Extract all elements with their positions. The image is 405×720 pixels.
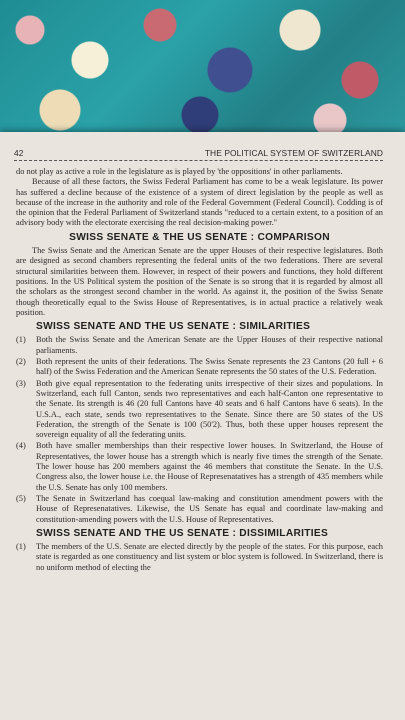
item-number: (2) — [16, 357, 26, 367]
page-header — [14, 145, 383, 161]
section-heading-comparison: SWISS SENATE & THE US SENATE : COMPARISON — [69, 231, 330, 243]
item-text: The members of the U.S. Senate are elected directly by the people of the states. For this purpose, each state is regarded as one constituency and list system or bloc system is followed. In Switzerland, there is no uniform method of electing the — [36, 542, 383, 572]
list-item — [16, 494, 383, 525]
item-text: Both have smaller memberships than their respective lower houses. In Switzerland, the House of Representatives, the lower house has a strength which is nearly five times the strength of the Senate. The lower house has 200 members against the 46 members that constitute the Senate. In the U.S. Congress also, the lower house i.e. the House of Represenatatives has a strength of 435 members while the U.S. Senate has only 100 members. — [36, 441, 383, 492]
similarities-list — [16, 335, 383, 524]
item-number: (1) — [16, 335, 26, 345]
intro-paragraph-2: Because of all these factors, the Swiss Federal Parliament has come to be a weak legislature. Its power has suffered a decline because of the existence of a system of direct legislation by the people as well as because of the increase in the authority and role of the Federal Government (Federal Council). Codding is of the opinion that the Federal Parliament of Switzerland stands "reduced to a certain extent, to a position of an advisory body with the electorate exercising the real decision-making power." — [16, 177, 383, 228]
item-number: (5) — [16, 493, 26, 503]
page-body — [16, 167, 383, 574]
dissimilarities-list — [16, 542, 383, 573]
item-number: (1) — [16, 542, 26, 552]
item-number: (3) — [16, 378, 26, 388]
item-text: The Senate in Switzerland has coequal law-making and constitution amendment powers with the House of Represenatatives. Likewise, the US Senate has equal and coordinate law-making and constitution-amending powers with the U.S. House of Representatives. — [36, 493, 383, 524]
item-text: Both the Swiss Senate and the American Senate are the Upper Houses of their respective national parliaments. — [36, 335, 383, 355]
comparison-paragraph: The Swiss Senate and the American Senate are the upper Houses of their respective legislatures. Both are designed as second chambers representing the federal units of the two federations. There are several structural similarities between them. However, in respect of their powers and functions, they hold different positions. In the US Political system the position of the Senate is so strong that it is regarded by almost all the scholars as the strongest second chamber in the world. As against it, the position of the Swiss Senate though theoretically equal to the Swiss House of Representatives, is in actual practice a relatively weak position. — [16, 246, 383, 317]
list-item — [16, 357, 383, 378]
list-item — [16, 335, 383, 356]
list-item — [16, 542, 383, 573]
book-page — [0, 132, 405, 720]
item-number: (4) — [16, 441, 26, 451]
section-heading-similarities: SWISS SENATE AND THE US SENATE : SIMILARITIES — [36, 321, 311, 333]
running-title: THE POLITICAL SYSTEM OF SWITZERLAND — [204, 148, 383, 158]
list-item — [16, 441, 383, 492]
item-text: Both represent the units of their federations. The Swiss Senate represents the 23 Cantons (20 full + 6 half) of the Swiss Federation and the American Senate represents the 50 states of the U.S. Federation. — [36, 357, 383, 377]
section-heading-dissimilarities: SWISS SENATE AND THE US SENATE : DISSIMILARITIES — [36, 527, 329, 539]
intro-paragraph-1: do not play as active a role in the legislature as is played by 'the oppositions' in other parliaments. — [16, 167, 343, 176]
header-rule — [14, 160, 383, 161]
list-item — [16, 379, 383, 441]
item-text: Both give equal representation to the federating units irrespective of their sizes and populations. In Switzerland, each full Canton, sends two representatives and each half-Canton one representative to the Senate. Its strength is 46 (20 full Cantons have 40 seats and 6 half Cantons have 6 seats). In the U.S.A., each state, sends two representatives to the Senate. Since there are 50 states of the US Federation, the strength of the Senate is 100 (50'2). Thus, both these upper houses represent the sovereign equality of all the federating units. — [36, 378, 383, 440]
fabric-background — [0, 0, 405, 140]
page-number: 42 — [14, 148, 24, 158]
